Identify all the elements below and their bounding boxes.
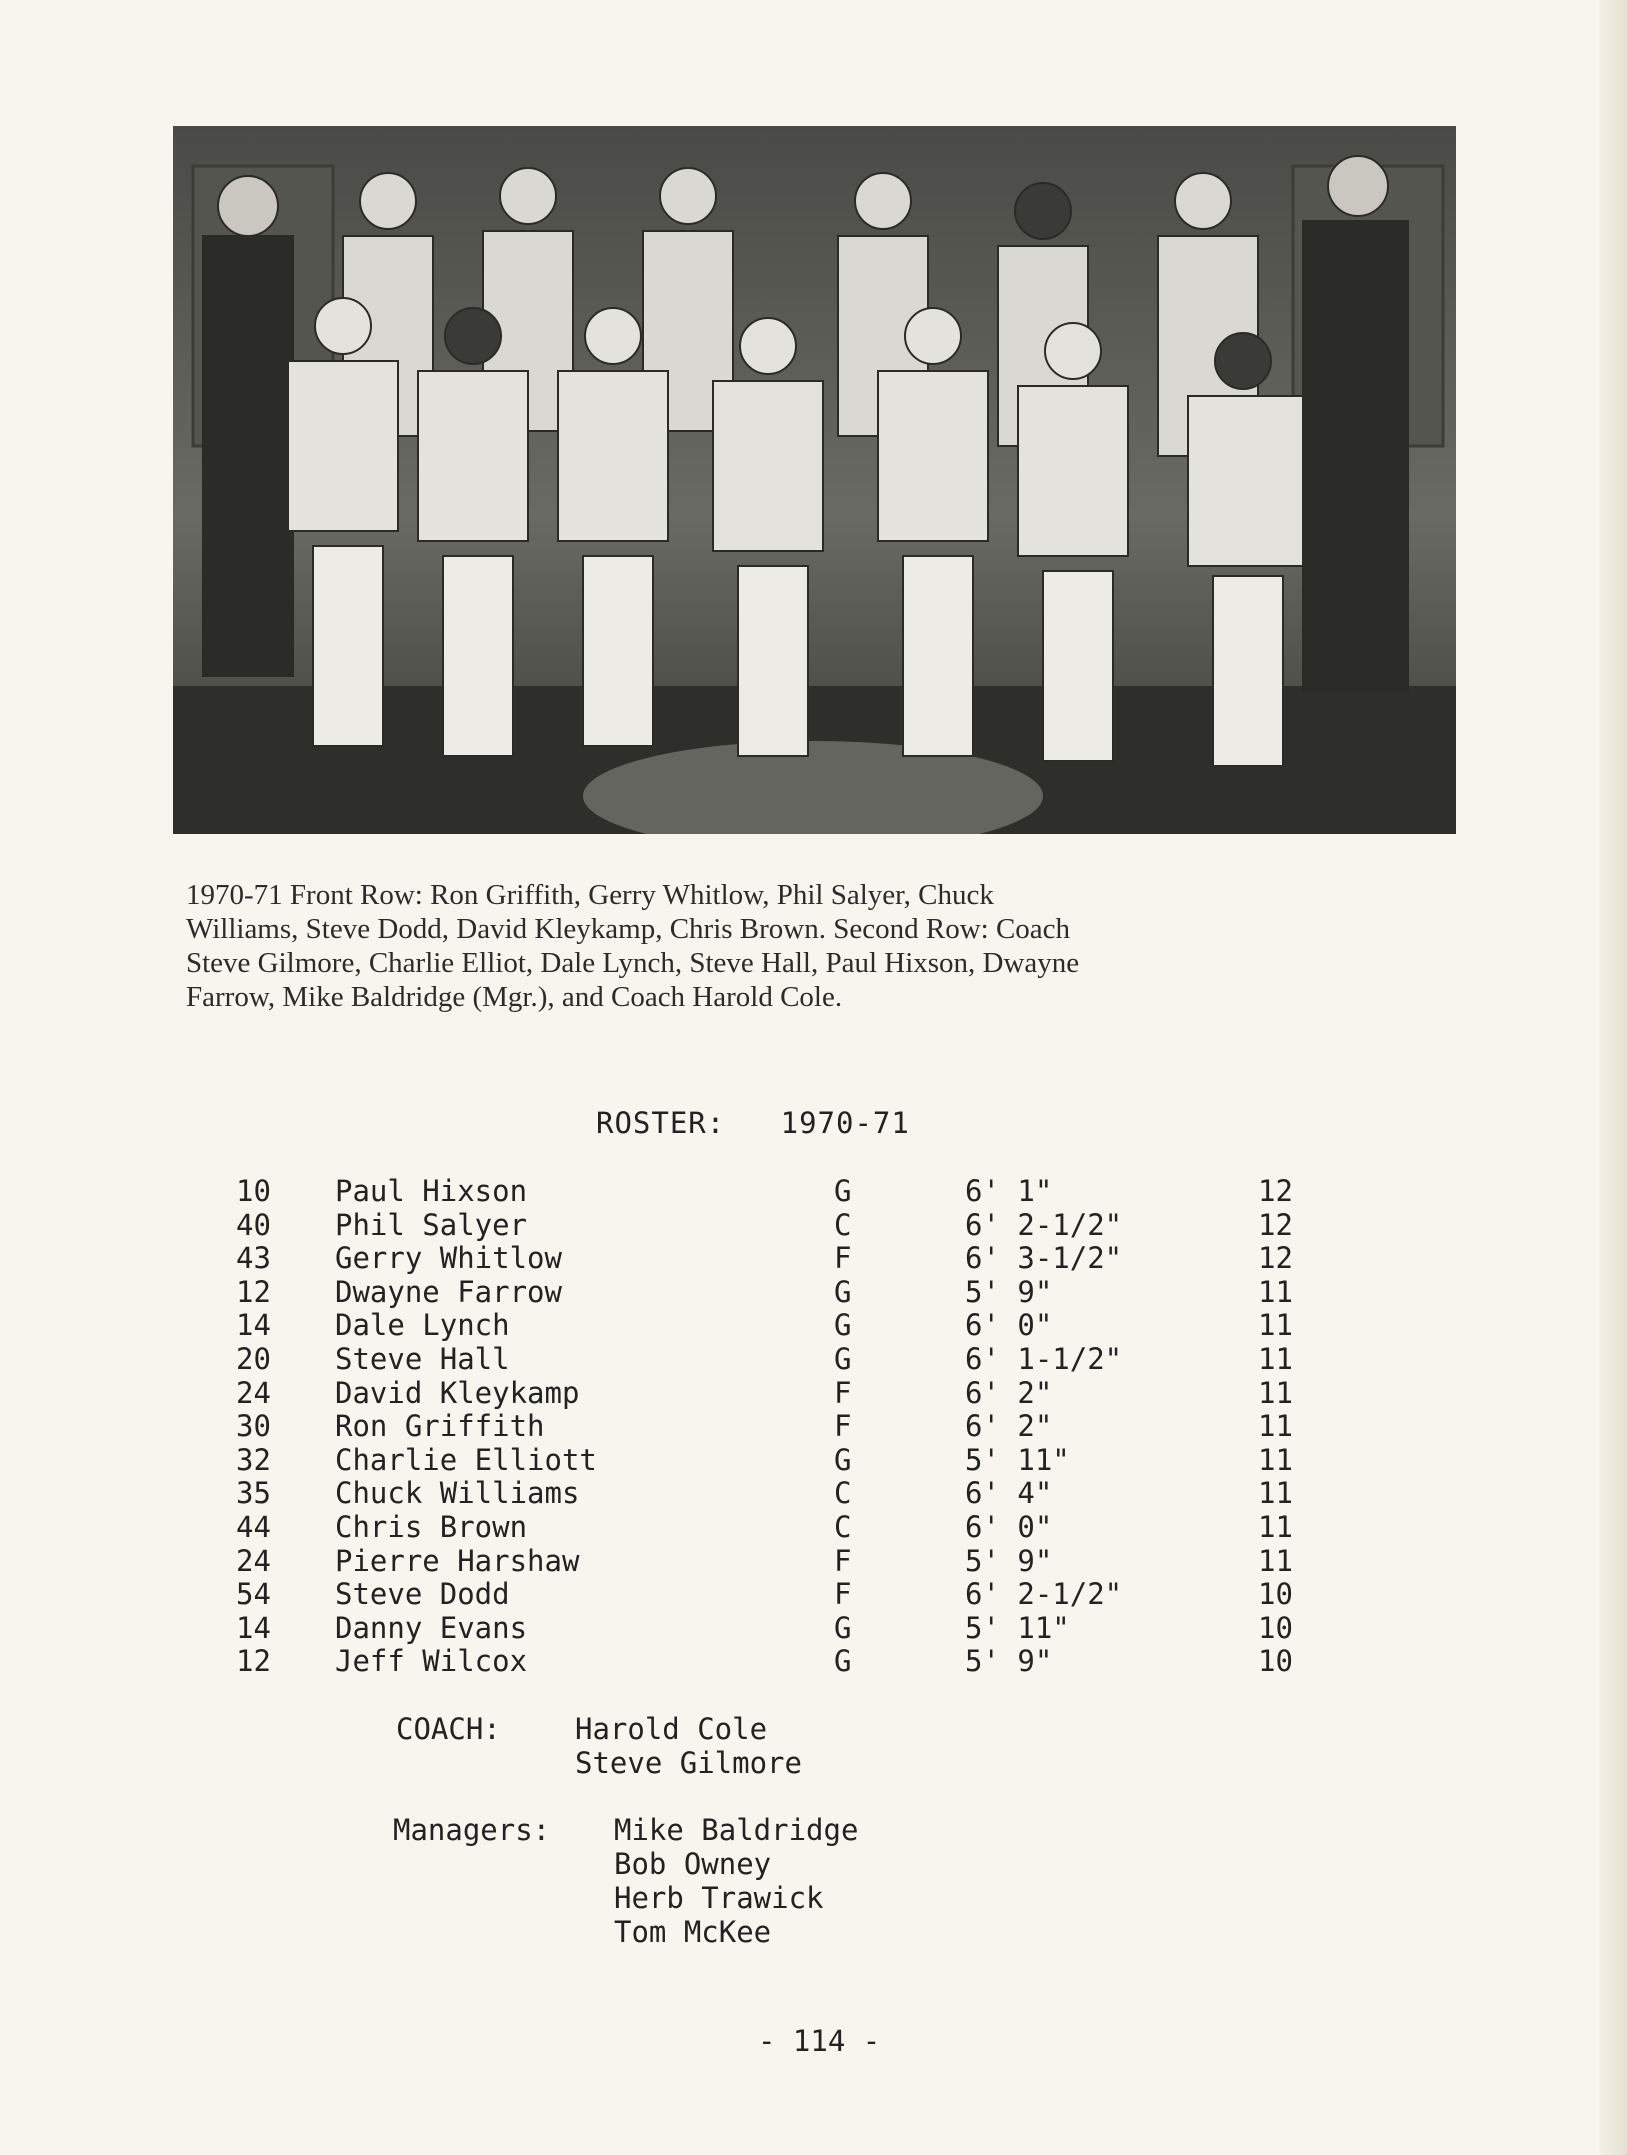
player-name: Paul Hixson [335,1174,528,1208]
player-position: G [834,1308,852,1343]
player-grade: 10 [1258,1610,1293,1645]
player-name: Steve Hall [335,1341,510,1376]
roster-season: 1970-71 [780,1106,910,1140]
player-name: Dwayne Farrow [335,1274,562,1309]
player-number: 20 [236,1341,271,1376]
player-grade: 11 [1258,1476,1293,1511]
player-name: Dale Lynch [335,1308,510,1343]
player-number: 54 [236,1577,271,1612]
manager-name: Tom McKee [614,1915,772,1949]
player-position: F [834,1375,852,1410]
player-height: 6' 2" [965,1375,1053,1410]
player-name: Chris Brown [335,1509,528,1544]
roster-row [236,1175,1336,1209]
player-grade: 11 [1258,1274,1293,1309]
player-position: C [834,1509,852,1544]
photo-caption: 1970-71 Front Row: Ron Griffith, Gerry Whitlow, Phil Salyer, Chuck Williams, Steve Dodd, David Kleykamp, Chris Brown. Second Row: Coach Steve Gilmore, Charlie Elliot, Dale Lynch, Steve Hall, Paul Hixson, Dwayne Farrow, Mike Baldridge (Mgr.), and Coach Harold Cole. [186,879,1080,1013]
player-number: 24 [236,1543,271,1578]
player-height: 5' 9" [965,1543,1053,1578]
coach-label: COACH: [396,1712,501,1746]
player-grade: 12 [1258,1241,1293,1276]
player-position: G [834,1274,852,1309]
player-position: G [834,1341,852,1376]
player-number: 12 [236,1644,271,1679]
player-name: Charlie Elliott [335,1442,597,1477]
roster-table [236,1175,1336,1679]
player-height: 6' 3-1/2" [965,1241,1123,1276]
player-position: F [834,1241,852,1276]
coach-name: Steve Gilmore [575,1746,802,1780]
player-number: 14 [236,1610,271,1645]
player-position: G [834,1644,852,1679]
player-number: 43 [236,1241,271,1276]
player-name: Pierre Harshaw [335,1543,580,1578]
player-position: C [834,1476,852,1511]
roster-row [236,1343,1336,1377]
player-grade: 11 [1258,1308,1293,1343]
player-number: 40 [236,1207,271,1242]
player-grade: 12 [1258,1174,1293,1208]
player-name: Steve Dodd [335,1577,510,1612]
player-grade: 11 [1258,1543,1293,1578]
player-grade: 11 [1258,1509,1293,1544]
player-name: Danny Evans [335,1610,528,1645]
player-position: G [834,1610,852,1645]
player-name: Phil Salyer [335,1207,528,1242]
player-name: Chuck Williams [335,1476,580,1511]
team-photo [173,126,1456,834]
player-height: 5' 9" [965,1644,1053,1679]
player-grade: 11 [1258,1375,1293,1410]
roster-row [236,1242,1336,1276]
player-height: 6' 1-1/2" [965,1341,1123,1376]
player-height: 6' 4" [965,1476,1053,1511]
player-position: F [834,1543,852,1578]
player-grade: 11 [1258,1341,1293,1376]
roster-row [236,1578,1336,1612]
player-height: 6' 1" [965,1174,1053,1208]
player-grade: 12 [1258,1207,1293,1242]
managers-label: Managers: [393,1813,551,1847]
roster-row [236,1545,1336,1579]
page-number: - 114 - [758,2024,881,2058]
player-height: 6' 2-1/2" [965,1207,1123,1242]
roster-title: ROSTER: [596,1106,726,1140]
roster-row [236,1645,1336,1679]
roster-row [236,1209,1336,1243]
player-position: G [834,1174,852,1208]
player-number: 35 [236,1476,271,1511]
player-number: 14 [236,1308,271,1343]
player-position: F [834,1409,852,1444]
player-position: F [834,1577,852,1612]
player-number: 24 [236,1375,271,1410]
player-name: Gerry Whitlow [335,1241,562,1276]
player-height: 6' 2-1/2" [965,1577,1123,1612]
manager-name: Mike Baldridge [614,1813,859,1847]
roster-row [236,1511,1336,1545]
roster-row [236,1377,1336,1411]
player-number: 44 [236,1509,271,1544]
player-grade: 11 [1258,1442,1293,1477]
player-position: C [834,1207,852,1242]
player-number: 12 [236,1274,271,1309]
player-position: G [834,1442,852,1477]
player-height: 6' 2" [965,1409,1053,1444]
team-photo-image [173,126,1456,834]
roster-heading [596,1106,910,1140]
roster-row [236,1612,1336,1646]
roster-row [236,1444,1336,1478]
coach-name: Harold Cole [575,1712,768,1746]
player-height: 5' 11" [965,1610,1070,1645]
player-grade: 11 [1258,1409,1293,1444]
player-number: 30 [236,1409,271,1444]
page-edge [1599,0,1627,2155]
player-grade: 10 [1258,1644,1293,1679]
roster-row [236,1276,1336,1310]
player-number: 32 [236,1442,271,1477]
roster-row [236,1477,1336,1511]
roster-row [236,1309,1336,1343]
player-name: Ron Griffith [335,1409,545,1444]
player-number: 10 [236,1174,271,1208]
player-height: 6' 0" [965,1308,1053,1343]
manager-name: Bob Owney [614,1847,772,1881]
player-height: 5' 11" [965,1442,1070,1477]
player-name: Jeff Wilcox [335,1644,528,1679]
player-name: David Kleykamp [335,1375,580,1410]
player-grade: 10 [1258,1577,1293,1612]
player-height: 6' 0" [965,1509,1053,1544]
player-height: 5' 9" [965,1274,1053,1309]
roster-row [236,1410,1336,1444]
manager-name: Herb Trawick [614,1881,824,1915]
